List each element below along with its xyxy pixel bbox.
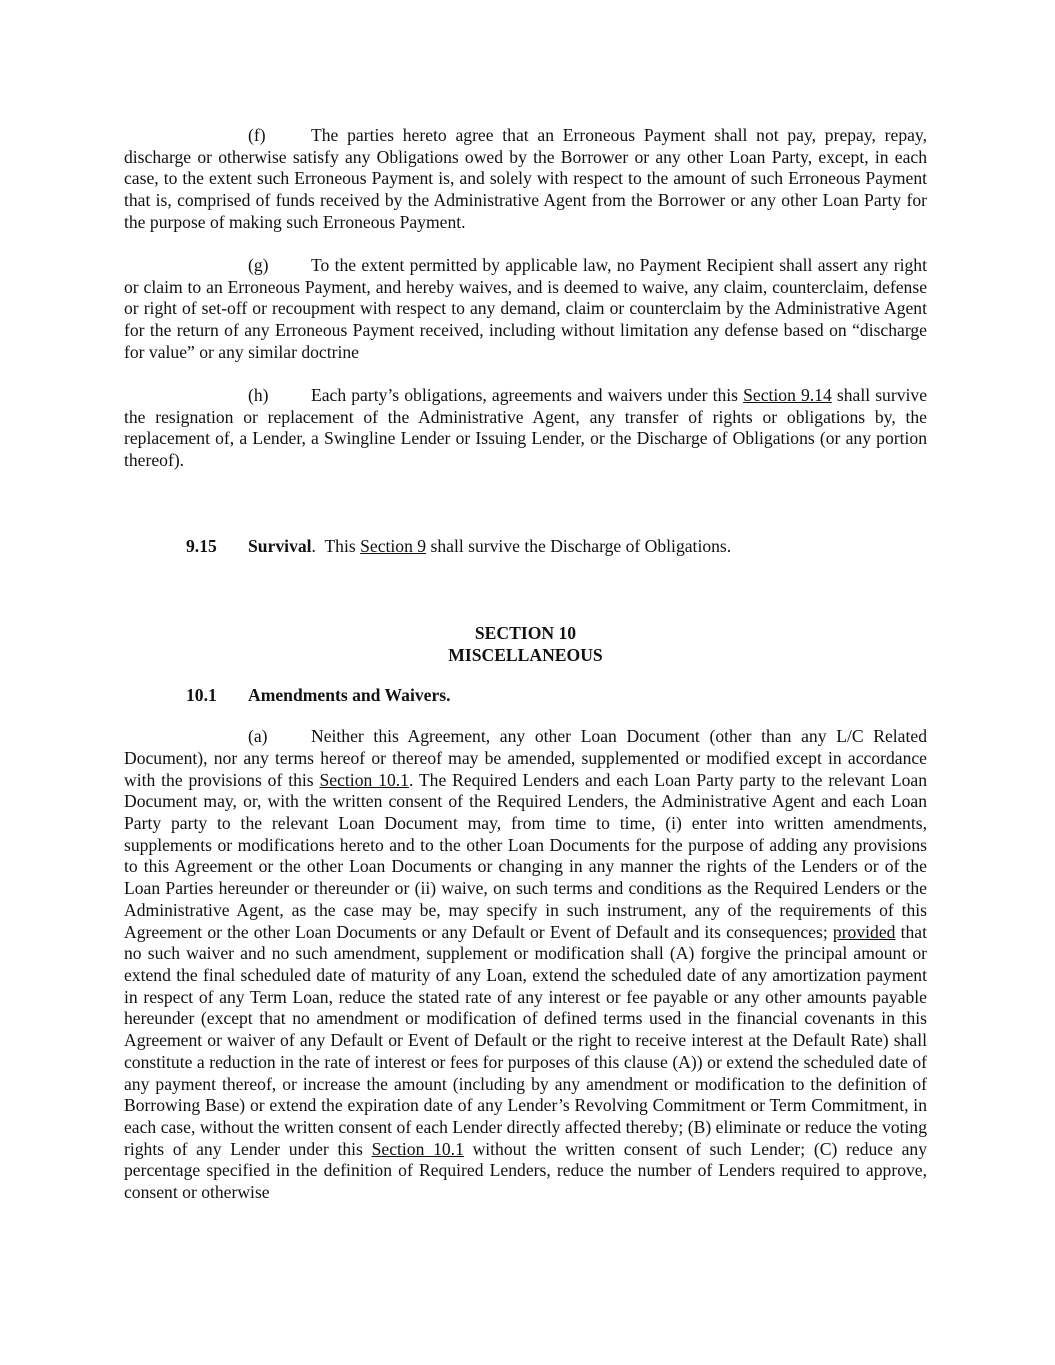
paragraph-h-text-2: shall survive the resignation or replacement of the Administrative Agent, any transfer of rights or obligations by, the replacement of, a Lender, a Swingline Lender or Issuing Lender, or the Discharge of Obligations (or any portion thereof). bbox=[124, 385, 928, 471]
paragraph-f-label: (f) bbox=[248, 125, 266, 145]
section-915-title: Survival bbox=[248, 535, 312, 556]
section-915-number: 9.15 bbox=[186, 535, 217, 556]
paragraph-f-text: The parties hereto agree that an Erroneous Payment shall not pay, prepay, repay, discharge or otherwise satisfy any Obligations owed by the Borrower or any other Loan Party, except, in each case, to the extent such Erroneous Payment is, and solely with respect to the amount of such Erroneous Payment that is, comprised of funds received by the Administrative Agent from the Borrower or any other Loan Party for the purpose of making such Erroneous Payment. bbox=[124, 125, 927, 232]
section-101-title: Amendments and Waivers. bbox=[248, 684, 451, 705]
paragraph-a-text-3: that no such waiver and no such amendment, supplement or modification shall (A) forgive the principal amount or extend the final scheduled date of maturity of any Loan, extend the scheduled date of any amortization payment in respect of any Term Loan, reduce the stated rate of any interest or fee payable or any other amounts payable hereunder (except that no amendment or modification of defined terms used in the financial covenants in this Agreement or waiver of any Default or Event of Default or the right to receive interest at the Default Rate) shall constitute a reduction in the rate of interest or fees for purposes of this clause (A)) or extend the scheduled date of any payment thereof, or increase the amount (including by any amendment or modification to the definition of Borrowing Base) or extend the expiration date of any Lender’s Revolving Commitment or Term Commitment, in each case, without the written consent of each Lender directly affected thereby; (B) eliminate or reduce the voting rights of any Lender under this bbox=[124, 921, 927, 1159]
paragraph-a bbox=[124, 726, 927, 1203]
document-page bbox=[124, 125, 927, 1204]
paragraph-h-label: (h) bbox=[248, 385, 269, 406]
section-914-reference: Section 9.14 bbox=[743, 385, 832, 406]
paragraph-h-text-1: Each party’s obligations, agreements and waivers under this bbox=[311, 385, 739, 406]
section-915-text-2: shall survive the Discharge of Obligations. bbox=[430, 535, 732, 556]
section-9-reference: Section 9 bbox=[360, 535, 427, 556]
paragraph-g bbox=[124, 255, 927, 364]
section-10-number: SECTION 10 bbox=[474, 622, 577, 643]
section-101-reference-2: Section 10.1 bbox=[371, 1138, 464, 1159]
paragraph-a-text-2: . The Required Lenders and each Loan Party party to the relevant Loan Document may, or, with the written consent of the Required Lenders, the Administrative Agent and each Loan Party party to the relevant Loan Document may, from time to time, (i) enter into written amendments, supplements or modifications hereto and to the other Loan Documents for the purpose of adding any provisions to this Agreement or the other Loan Documents or changing in any manner the rights of the Lenders or of the Loan Parties hereunder or thereunder or (ii) waive, on such terms and conditions as the Required Lenders or the Administrative Agent, as the case may be, may specify in such instrument, any of the requirements of this Agreement or the other Loan Documents or any Default or Event of Default and its consequences; bbox=[124, 769, 927, 942]
section-915-text-1: This bbox=[324, 535, 356, 556]
paragraph-h bbox=[124, 385, 927, 472]
section-10-heading bbox=[124, 622, 927, 667]
section-101-reference: Section 10.1 bbox=[319, 769, 409, 790]
paragraph-f bbox=[124, 125, 927, 234]
section-915-heading: 9.15 Survival. This Section 9 shall survive the Discharge of Obligations. bbox=[186, 535, 732, 556]
paragraph-a-text-4: without the written consent of such Lender; (C) reduce any percentage specified in the definition of Required Lenders, reduce the number of Lenders required to approve, consent or otherwise bbox=[124, 1138, 927, 1203]
section-101-number: 10.1 bbox=[186, 684, 217, 705]
paragraph-g-label: (g) bbox=[248, 255, 269, 276]
paragraph-g-text: To the extent permitted by applicable law, no Payment Recipient shall assert any right or claim to an Erroneous Payment, and hereby waives, and is deemed to waive, any claim, counterclaim, defense or right of set-off or recoupment with respect to any demand, claim or counterclaim by the Administrative Agent for the return of any Erroneous Payment received, including without limitation any defense based on “discharge for value” or any similar doctrine bbox=[124, 255, 927, 362]
paragraph-a-label: (a) bbox=[248, 726, 268, 747]
provided-term: provided bbox=[832, 921, 896, 942]
section-10-title: MISCELLANEOUS bbox=[448, 645, 603, 666]
paragraph-a-text-1: Neither this Agreement, any other Loan Document (other than any L/C Related Document), nor any terms hereof or thereof may be amended, supplemented or modified except in accordance with the provisions of this bbox=[124, 726, 927, 790]
section-101-heading bbox=[124, 685, 927, 707]
